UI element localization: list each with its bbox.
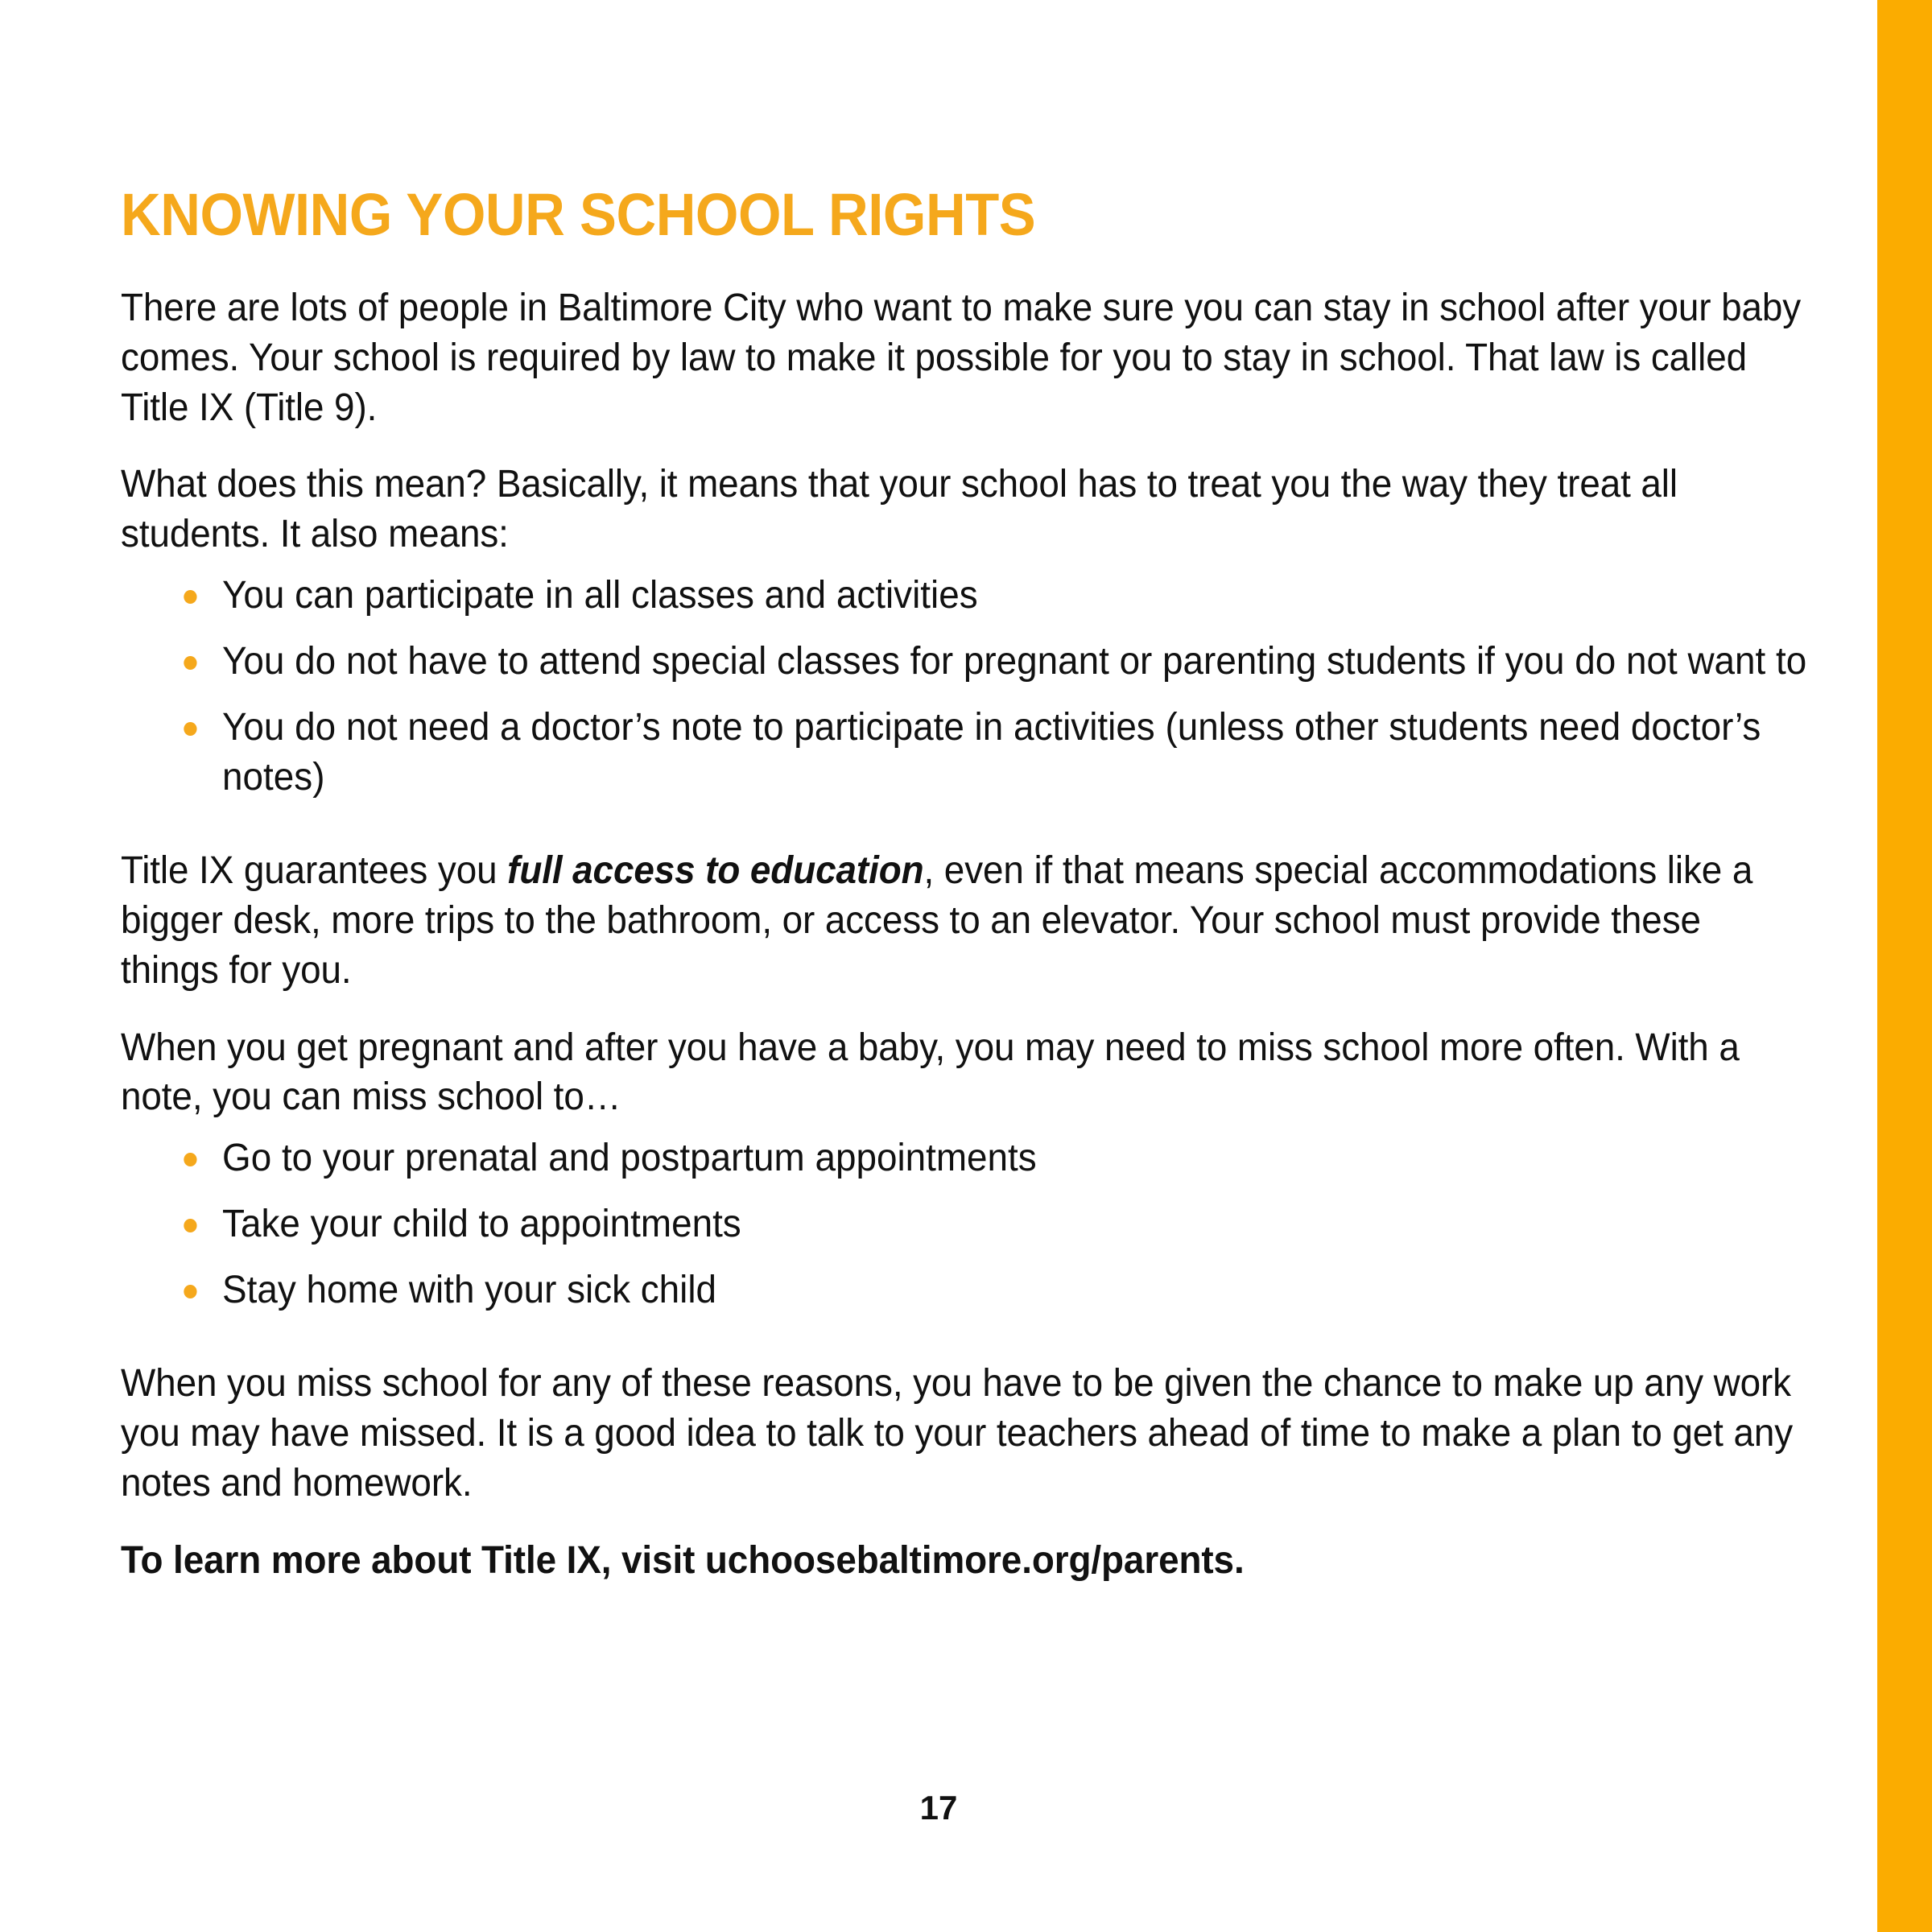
list-item-label: You do not have to attend special classes for pregnant or parenting students if you do not want to bbox=[222, 640, 1807, 683]
list-item bbox=[180, 637, 1809, 687]
list-item-label: Take your child to appointments bbox=[222, 1203, 741, 1246]
list-spacer bbox=[121, 825, 1819, 846]
list-item-label: Go to your prenatal and postpartum appointments bbox=[222, 1137, 1037, 1180]
page-title: KNOWING YOUR SCHOOL RIGHTS bbox=[121, 181, 1036, 248]
what-does-this-mean-paragraph: What does this mean? Basically, it means that your school has to treat you the way they treat all students. It also means: bbox=[121, 463, 1678, 556]
list-item bbox=[180, 703, 1809, 803]
list-item bbox=[180, 1199, 1809, 1249]
page-number: 17 bbox=[919, 1789, 958, 1827]
bullet-dot-icon bbox=[184, 1153, 196, 1166]
list-item bbox=[180, 1133, 1809, 1183]
learn-more-callout: To learn more about Title IX, visit uchoosebaltimore.org/parents. bbox=[121, 1538, 1245, 1582]
bullet-dot-icon bbox=[184, 656, 196, 670]
list-item-label: You can participate in all classes and activities bbox=[222, 574, 978, 617]
intro-paragraph: There are lots of people in Baltimore City who want to make sure you can stay in school after your baby comes. Your school is required by law to make it possible for you to stay in school. That law is called Title IX (Title 9). bbox=[121, 286, 1802, 429]
list-item-label: You do not need a doctor’s note to participate in activities (unless other students need doctor’s notes) bbox=[222, 706, 1761, 799]
list-item bbox=[180, 571, 1809, 621]
list-spacer bbox=[121, 1338, 1819, 1359]
title-ix-guarantee-paragraph bbox=[121, 846, 1808, 996]
list-item-label: Stay home with your sick child bbox=[222, 1269, 717, 1312]
makeup-work-paragraph: When you miss school for any of these reasons, you have to be given the chance to make up any work you may have missed. It is a good idea to talk to your teachers ahead of time to make a plan to get any notes and homework. bbox=[121, 1362, 1794, 1505]
guarantee-emphasis: full access to education bbox=[507, 848, 924, 892]
guarantee-text-tail: , even if that means special accommodations like a bigger desk, more trips to the bathroom, or access to an elevator. Your school must provide these things for you. bbox=[121, 848, 1753, 992]
missing-school-paragraph: When you get pregnant and after you have a baby, you may need to miss school more often. With a note, you can miss school to… bbox=[121, 1026, 1740, 1119]
right-edge-accent-bar bbox=[1877, 0, 1932, 1932]
guarantee-text-lead: Title IX guarantees you bbox=[121, 848, 508, 892]
bullet-dot-icon bbox=[184, 1285, 196, 1298]
bullet-dot-icon bbox=[184, 590, 196, 604]
bullet-dot-icon bbox=[184, 722, 196, 736]
list-item bbox=[180, 1265, 1809, 1315]
bullet-dot-icon bbox=[184, 1219, 196, 1232]
rights-bullet-list bbox=[121, 571, 1808, 803]
excused-absence-bullet-list bbox=[121, 1133, 1808, 1315]
page-content bbox=[121, 181, 1819, 1586]
